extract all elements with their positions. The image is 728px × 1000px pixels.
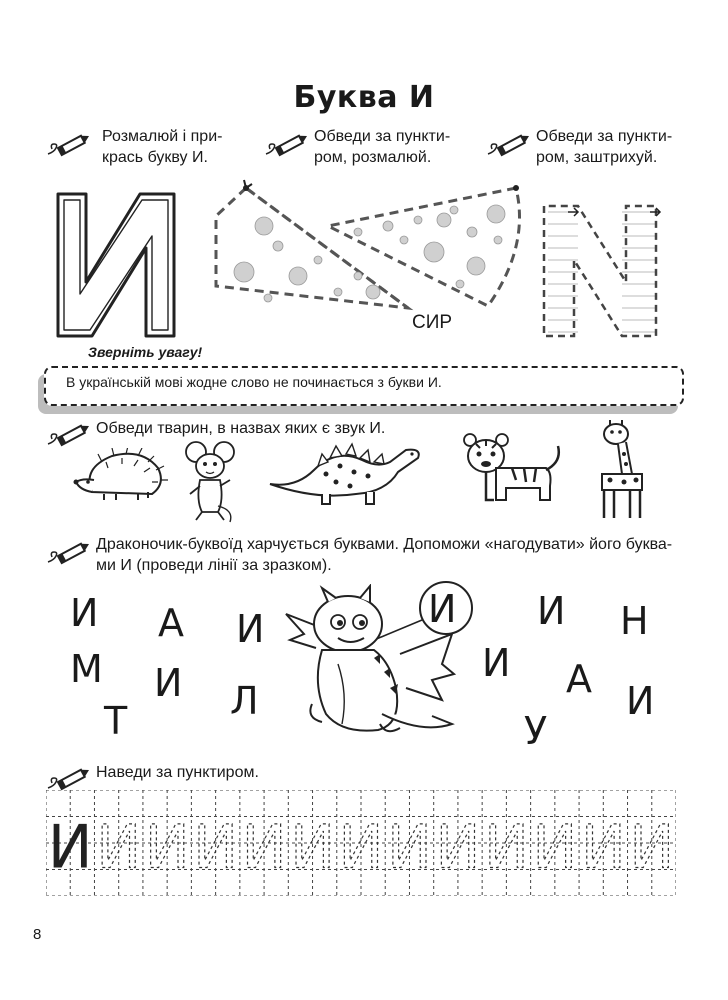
letter: Т [104,699,128,743]
giraffe-icon [596,414,646,524]
hedgehog-icon [72,448,168,504]
pencil-icon [44,540,92,566]
pencil-icon [484,132,532,158]
trace-letter: И [193,812,239,883]
cheese-image [208,176,538,326]
instruction-color-letter: Розмалюй і при- крась букву И. [102,128,223,166]
note-label: Зверніть увагу! [82,344,208,360]
note-text: В українській мові жодне слово не починається з букви И. [66,374,442,390]
trace-letter: И [629,812,675,883]
instruction-circle-animals: Обведи тварин, в назвах яких є звук И. [96,420,386,437]
pencil-icon [44,132,92,158]
instruction-dragon: Драконочик-буквоїд харчується буквами. Допоможи «нагодувати» його буква- ми И (проведи лінії за зразком). [96,536,673,574]
trace-letter: И [96,812,142,883]
trace-letter: И [47,812,93,883]
trace-letter: И [580,812,626,883]
letter: И [70,591,99,635]
trace-letter: И [483,812,529,883]
outline-letter [48,186,188,344]
page-number: 8 [33,926,42,943]
trace-letter: И [435,812,481,883]
letter: И [626,679,655,723]
instruction-trace-row: Наведи за пунктиром. [96,764,259,781]
page-title: Буква И [293,80,435,115]
letter: М [70,647,103,691]
instruction-trace-hatch: Обведи за пункти- ром, заштрихуй. [536,128,673,166]
letter: И [154,661,183,705]
cheese-word: СИР [412,312,453,333]
letter-sample: И [428,587,457,631]
trace-grid [46,790,676,896]
letter: А [158,601,184,645]
pencil-icon [44,422,92,448]
dinosaur-icon [266,440,426,508]
dragon-image [282,584,458,744]
mouse-icon [184,440,240,526]
trace-letter: И [241,812,287,883]
letter: И [537,589,566,633]
letter: И [236,607,265,651]
letter: Н [620,599,649,643]
letter: У [524,709,548,753]
pencil-icon [262,132,310,158]
trace-letter: И [387,812,432,883]
trace-letter: И [144,812,190,883]
letter: А [566,657,592,701]
trace-letter: И [338,812,384,883]
trace-letter: И [532,812,578,883]
hatch-letter [538,200,668,340]
tiger-icon [462,432,566,504]
letter: И [482,641,511,685]
letter: Л [230,679,259,723]
instruction-trace-color: Обведи за пункти- ром, розмалюй. [314,128,451,166]
pencil-icon [44,766,92,792]
trace-letter: И [290,812,335,883]
